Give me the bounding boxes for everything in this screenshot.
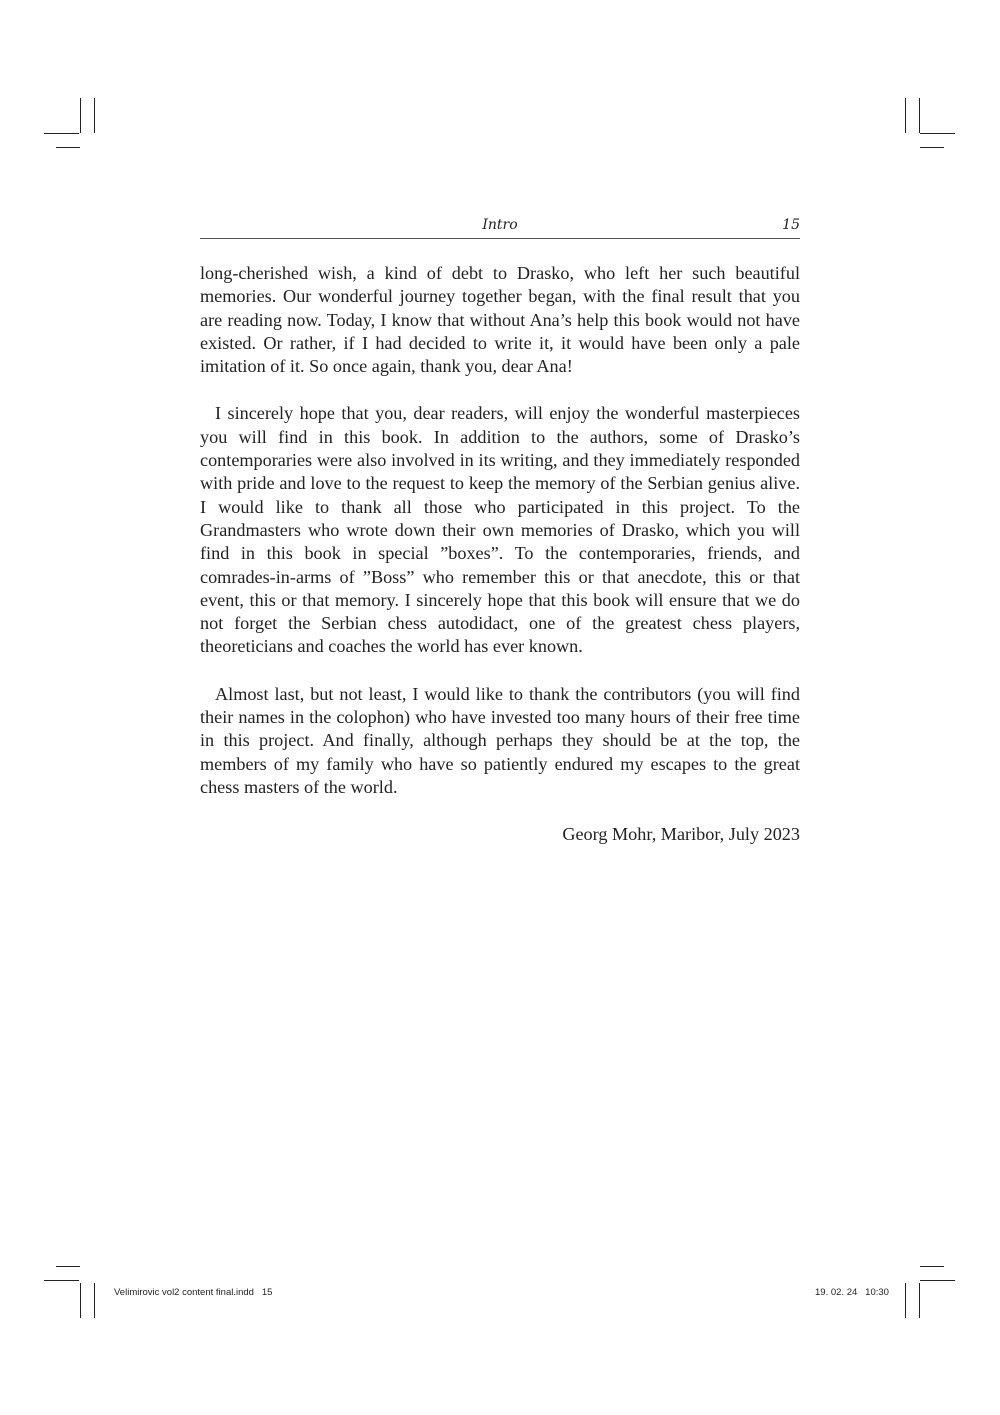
crop-mark [920,1280,955,1281]
crop-mark [905,1283,906,1318]
crop-mark [44,1280,79,1281]
crop-mark [905,98,906,133]
slug-filename: Velimirovic vol2 content final.indd 15 [114,1287,273,1298]
crop-mark [919,1283,920,1318]
crop-mark [56,147,80,148]
crop-mark [920,1266,944,1267]
crop-mark [920,147,944,148]
paragraph: long-cherished wish, a kind of debt to Drasko, who left her such beautiful memories. Our wonderful journey together began, with the final result that you are reading now. Today, I know that without Ana’s help this book would not have existed. Or rather, if I had decided to write it, it would have been only a pale imitation of it. So once again, thank you, dear Ana! [200,263,800,377]
crop-mark [94,1283,95,1318]
crop-mark [44,133,79,134]
running-head [200,217,800,237]
crop-mark [80,1283,81,1318]
paragraph: I sincerely hope that you, dear readers, will enjoy the wonderful masterpieces you will find in this book. In addition to the authors, some of Drasko’s contemporaries were also involved in its writing, and they immediately responded with pride and love to the request to keep the memory of the Serbian genius alive. I would like to thank all those who participated in this project. To the Grandmasters who wrote down their own memories of Drasko, which you will find in this book in special ”boxes”. To the contemporaries, friends, and comrades-in-arms of ”Boss” who remember this or that anecdote, this or that event, this or that memory. I sincerely hope that this book will ensure that we do not forget the Serbian chess autodidact, one of the greatest chess players, theoreticians and coaches the world has ever known. [200,403,800,657]
paragraph: Almost last, but not least, I would like to thank the contributors (you will find their names in the colophon) who have invested too many hours of their free time in this project. And finally, although perhaps they should be at the top, the members of my family who have so patiently endured my escapes to the great chess masters of the world. [200,683,800,797]
signature: Georg Mohr, Maribor, July 2023 [562,824,800,845]
crop-mark [94,98,95,133]
crop-mark [919,98,920,133]
crop-mark [920,133,955,134]
crop-mark [56,1266,80,1267]
crop-mark [80,98,81,133]
page-number: 15 [782,217,800,233]
slug-timestamp: 19. 02. 24 10:30 [815,1287,889,1298]
header-rule [200,238,800,239]
running-head-title: Intro [482,217,518,233]
body-text [200,262,800,871]
